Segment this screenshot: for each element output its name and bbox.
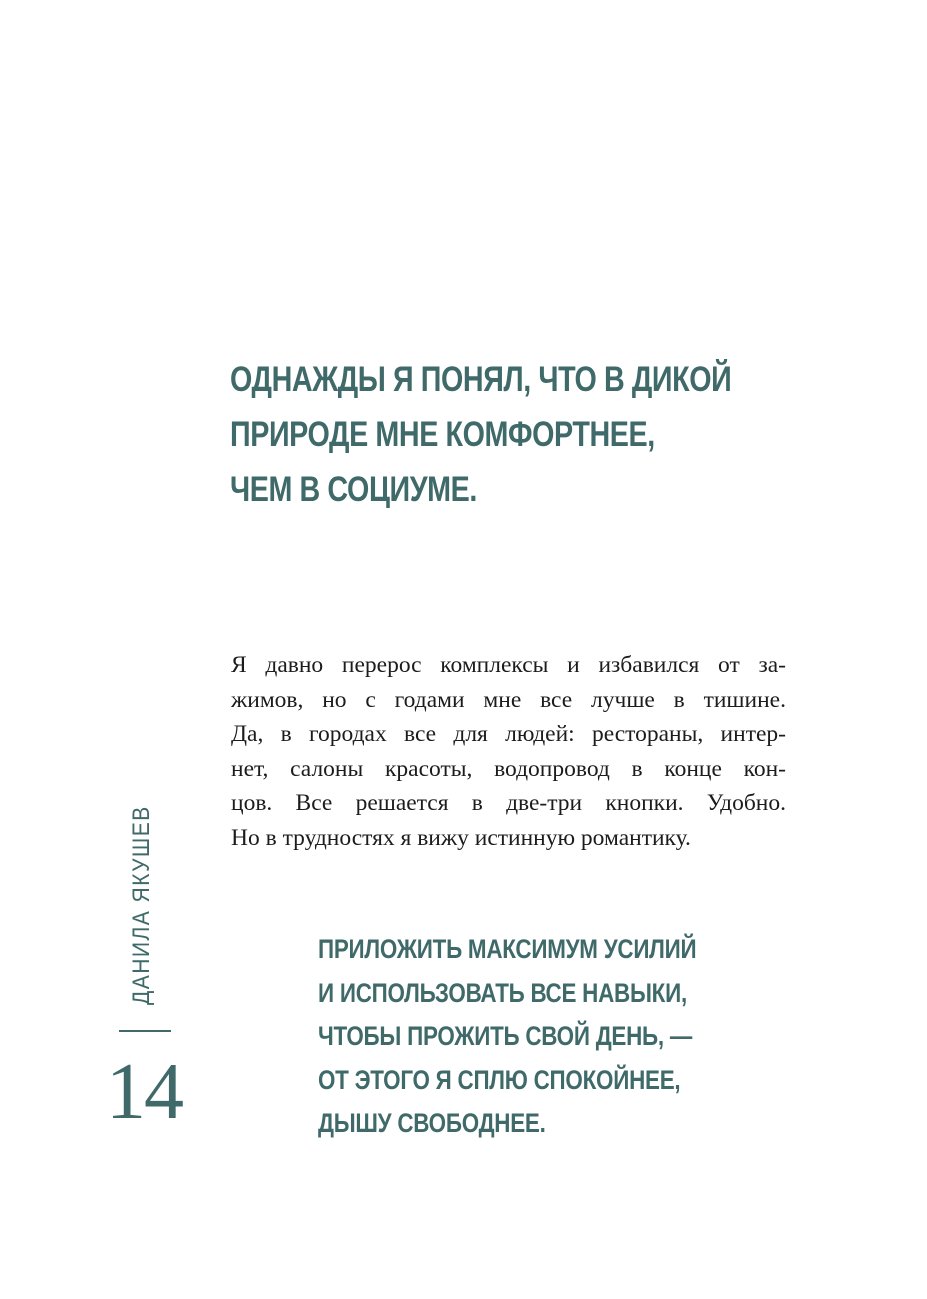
quote-line: ДЫШУ СВОБОДНЕЕ. [318,1108,546,1138]
quote-line: ПРИЛОЖИТЬ МАКСИМУМ УСИЛИЙ [318,934,697,964]
body-line: цов. Все решается в две-три кнопки. Удобно. [231,790,786,817]
body-line: жимов, но с годами мне все лучше в тишине. [231,686,786,713]
heading-line: ОДНАЖДЫ Я ПОНЯЛ, ЧТО В ДИКОЙ [230,360,732,399]
page-number-divider [119,1030,171,1032]
quote-line: ЧТОБЫ ПРОЖИТЬ СВОЙ ДЕНЬ, — [318,1021,693,1051]
heading-line: ПРИРОДЕ МНЕ КОМФОРТНЕЕ, [230,415,655,454]
quote-line: И ИСПОЛЬЗОВАТЬ ВСЕ НАВЫКИ, [318,977,687,1008]
quote-line: ОТ ЭТОГО Я СПЛЮ СПОКОЙНЕЕ, [318,1064,681,1095]
body-paragraph [231,648,786,856]
heading-line: ЧЕМ В СОЦИУМЕ. [230,470,477,509]
body-line: Но в трудностях я вижу истинную романтику. [231,824,691,851]
body-line: Я давно перерос комплексы и избавился от за- [231,652,786,678]
body-line: Да, в городах все для людей: рестораны, интер- [231,721,786,748]
running-head-author [128,778,156,1005]
chapter-heading [230,352,755,517]
page-number: 14 [106,1048,182,1136]
author-name: ДАНИЛА ЯКУШЕВ [128,805,155,1005]
pull-quote [318,928,733,1146]
body-line: нет, салоны красоты, водопровод в конце кон- [231,755,786,782]
